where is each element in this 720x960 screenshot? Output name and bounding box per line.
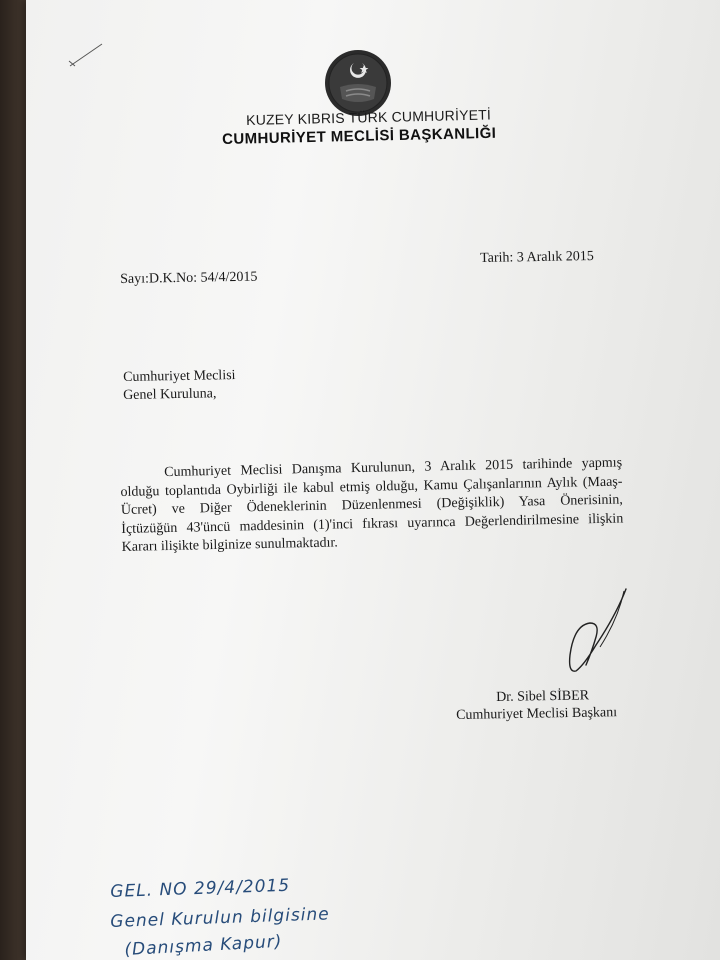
- header-institution: CUMHURİYET MECLİSİ BAŞKANLIĞI: [222, 124, 497, 148]
- document-date: Tarih: 3 Aralık 2015: [480, 249, 594, 266]
- handwritten-note-line: GEL. NO 29/4/2015: [110, 875, 291, 902]
- body-line: İçtüzüğün 43'üncü maddesinin (1)'inci fıkrası uyarınca Değerlendirilmesine ilişkin: [121, 511, 624, 537]
- handwritten-note-line: (Danışma Kapur): [124, 931, 283, 960]
- body-line: Kararı ilişikte bilginize sunulmaktadır.: [121, 535, 339, 556]
- header-country: KUZEY KIBRIS TÜRK CUMHURİYETİ: [246, 106, 492, 128]
- handwritten-signature: [556, 585, 646, 680]
- document-page: [26, 0, 720, 960]
- corner-pen-mark: [66, 40, 106, 70]
- addressee-line-1: Cumhuriyet Meclisi: [123, 368, 236, 385]
- addressee-line-2: Genel Kuruluna,: [123, 386, 217, 403]
- body-paragraph: [120, 454, 624, 557]
- handwritten-note-line: Genel Kurulun bilgisine: [110, 904, 331, 932]
- signatory-name: Dr. Sibel SİBER: [496, 688, 590, 705]
- state-seal-emblem: [324, 49, 392, 117]
- body-line: olduğu toplantıda Oybirliği ile kabul etmiş olduğu, Kamu Çalışanlarının Aylık (Maaş-: [120, 474, 623, 500]
- body-line: Ücret) ve Diğer Ödeneklerinin Düzenlenmesi (Değişiklik) Yasa Önerisinin,: [120, 492, 624, 519]
- handwritten-note: [110, 875, 490, 960]
- signatory-title: Cumhuriyet Meclisi Başkanı: [456, 705, 618, 723]
- body-line: Cumhuriyet Meclisi Danışma Kurulunun, 3 Aralık 2015 tarihinde yapmış: [164, 455, 623, 481]
- reference-number: Sayı:D.K.No: 54/4/2015: [120, 269, 258, 287]
